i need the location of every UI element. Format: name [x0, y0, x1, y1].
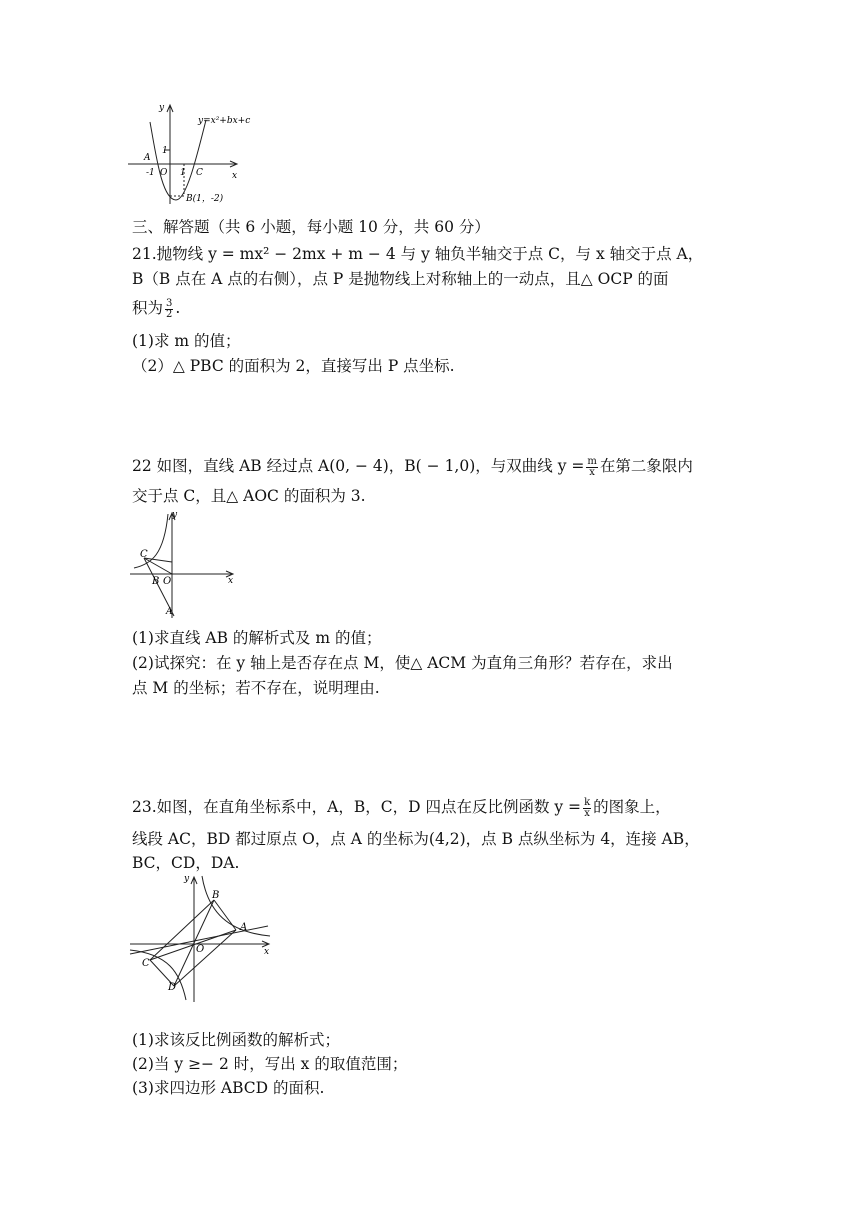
fig2-C-label: C — [140, 549, 148, 560]
q23-line1-pre: 23.如图，在直角坐标系中，A，B，C，D 四点在反比例函数 y = — [132, 798, 582, 816]
q21-line1: 21.抛物线 y = mx² − 2mx + m − 4 与 y 轴负半轴交于点 C，与 x 轴交于点 A， — [132, 245, 704, 263]
q23-part3: (3)求四边形 ABCD 的面积. — [132, 1079, 325, 1097]
fig1-B-label: B(1，-2) — [186, 194, 224, 204]
fig2-x-label: x — [228, 576, 234, 586]
q22-part2a: (2)试探究：在 y 轴上是否存在点 M，使△ ACM 为直角三角形？若存在，求出 — [132, 654, 673, 672]
q23-part2: (2)当 y ≥− 2 时，写出 x 的取值范围； — [132, 1055, 408, 1073]
fig1-tick-1y: 1 — [162, 146, 168, 156]
q23-frac-den: x — [584, 807, 590, 819]
q23-line1-post: 的图象上， — [593, 798, 671, 816]
fig3-x-label: x — [264, 947, 270, 957]
q21-line3 — [132, 297, 180, 320]
q22-part1: (1)求直线 AB 的解析式及 m 的值； — [132, 629, 382, 647]
figure-q23 — [128, 872, 274, 1004]
q21-part2: （2）△ PBC 的面积为 2，直接写出 P 点坐标. — [132, 357, 455, 375]
fig2-A-label: A — [166, 607, 173, 617]
q21-frac-num: 3 — [166, 297, 173, 309]
q23-line3: BC，CD，DA. — [132, 854, 240, 872]
fig2-O-label: O — [163, 576, 172, 587]
q21-line2: B（B 点在 A 点的右侧），点 P 是抛物线上对称轴上的一动点，且△ OCP 的面 — [132, 270, 669, 288]
fig3-y-label: y — [184, 874, 190, 884]
fig1-A-label: A — [144, 153, 151, 163]
fig1-x-label: x — [232, 171, 238, 181]
q23-frac-num: k — [584, 796, 591, 808]
fig1-y-label: y — [159, 103, 165, 113]
figure-q22 — [128, 508, 238, 620]
q21-line3-pre: 积为 — [132, 299, 164, 317]
q23-line2: 线段 AC，BD 都过原点 O，点 A 的坐标为(4,2)，点 B 点纵坐标为 4，连接 AB， — [132, 830, 700, 848]
q22-frac-den: x — [589, 466, 595, 478]
fig1-O-label: O — [160, 168, 168, 178]
fig3-C-label: C — [142, 958, 150, 969]
fig2-B-label: B — [152, 576, 160, 587]
q22-line1-pre: 22 如图，直线 AB 经过点 A(0, − 4)，B( − 1,0)，与双曲线 y = — [132, 457, 585, 475]
fig3-O-label: O — [196, 944, 205, 955]
q22-part2b: 点 M 的坐标；若不存在，说明理由. — [132, 679, 380, 697]
q22-fraction — [586, 457, 597, 478]
section-heading: 三、解答题（共 6 小题，每小题 10 分，共 60 分） — [132, 218, 490, 236]
q22-line1-post: 在第二象限内 — [599, 457, 693, 475]
q22-line1 — [132, 455, 693, 478]
q22-frac-num: m — [587, 455, 597, 467]
fig1-eq-label: y=x²+bx+c — [198, 116, 251, 126]
fig1-tick-1x: 1 — [180, 168, 186, 178]
fig1-tick-neg1: -1 — [146, 168, 155, 178]
q21-part1: (1)求 m 的值； — [132, 332, 241, 350]
fig2-y-label: y — [172, 510, 178, 520]
q21-fraction — [165, 299, 173, 320]
q21-line3-post: . — [175, 299, 181, 317]
fig3-D-label: D — [168, 982, 177, 993]
fig1-C-label: C — [196, 168, 203, 178]
q23-fraction — [583, 798, 591, 819]
q22-line2: 交于点 C，且△ AOC 的面积为 3. — [132, 487, 366, 505]
figure-parabola — [126, 100, 256, 208]
q23-line1 — [132, 796, 671, 819]
q23-part1: (1)求该反比例函数的解析式； — [132, 1031, 340, 1049]
fig3-B-label: B — [212, 890, 220, 901]
q21-frac-den: 2 — [166, 308, 173, 320]
fig3-A-label: A — [240, 922, 248, 933]
